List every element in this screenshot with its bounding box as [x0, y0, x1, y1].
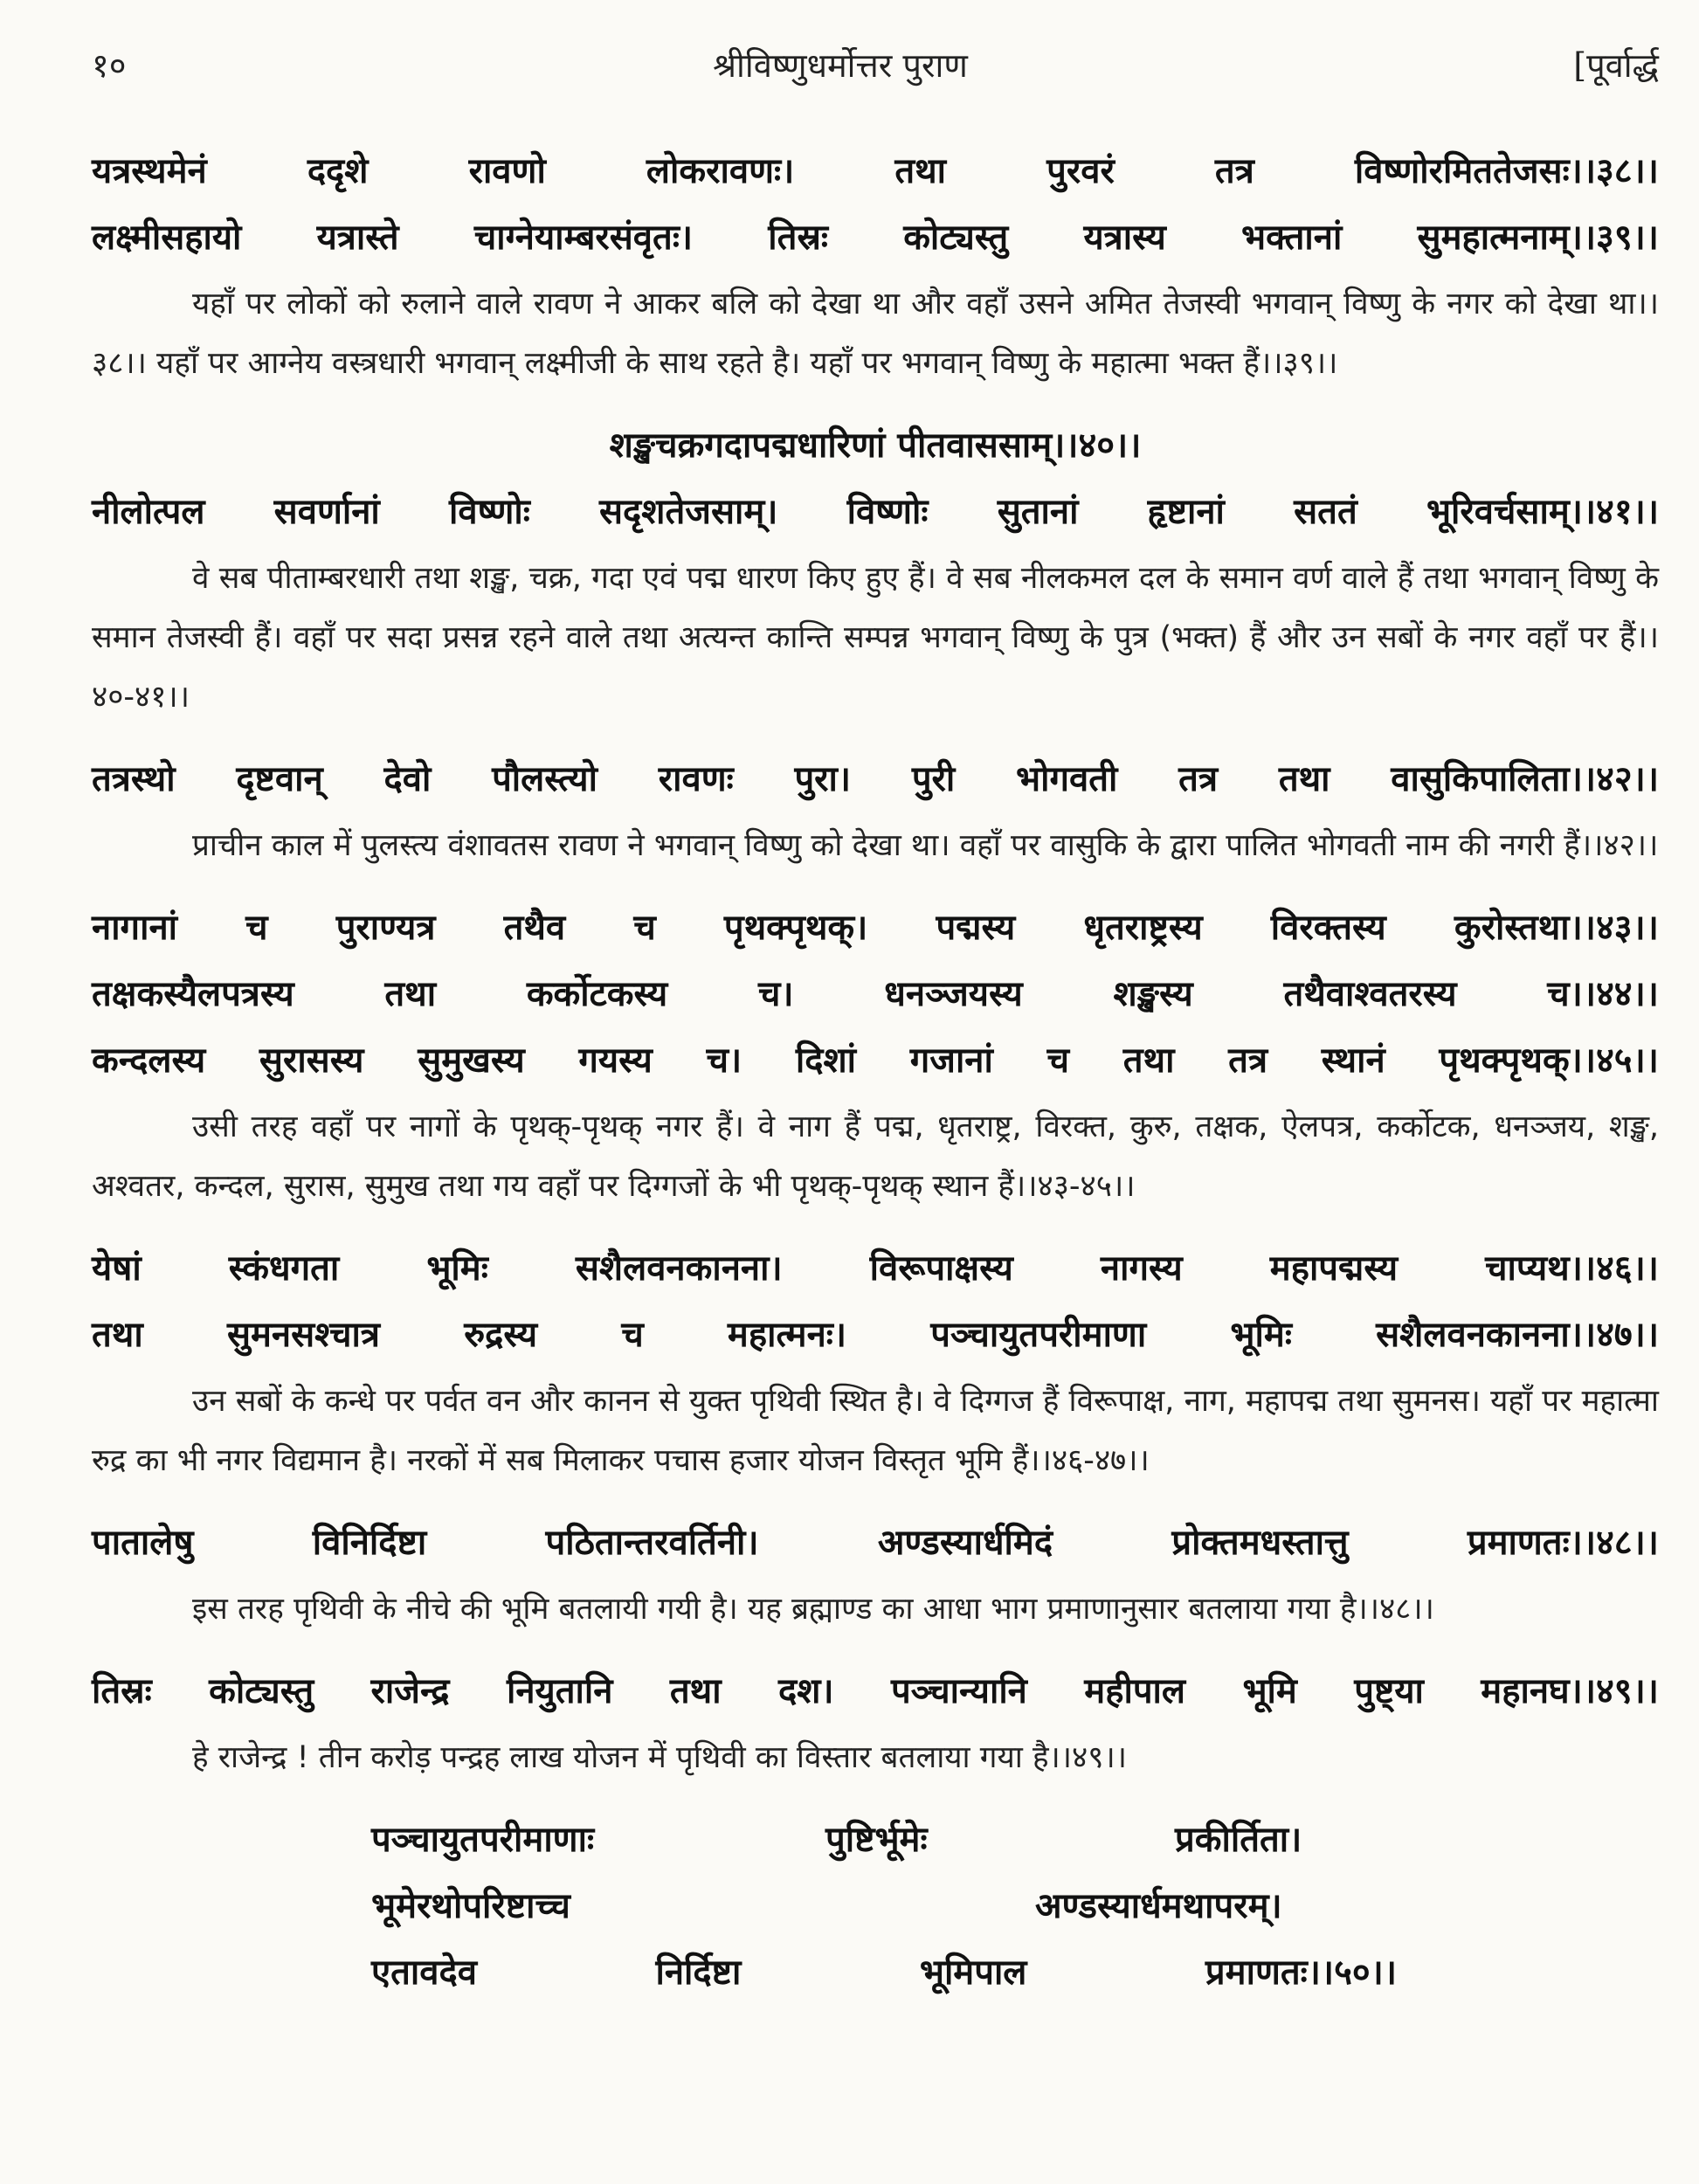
verse-line: [92, 1302, 1659, 1368]
verse-word: धृतराष्ट्रस्य: [1083, 908, 1203, 948]
running-title: श्रीविष्णुधर्मोत्तर पुराण: [713, 46, 968, 85]
verse-word: चाप्यथ।।४६।।: [1485, 1248, 1659, 1289]
verse-word: दृष्टवान्: [236, 759, 323, 799]
verse-line: [92, 479, 1659, 545]
verse-word: च: [1046, 1040, 1069, 1081]
verse-word: दश।: [777, 1671, 834, 1711]
translation-paragraph: उन सबों के कन्धे पर पर्वत वन और कानन से युक्त पृथिवी स्थित है। वे दिग्गज हैं विरूपाक्ष, नाग, महापद्म तथा सुमनस। यहाँ पर महात्मा रुद्र का भी नगर विद्यमान है। नरकों में सब मिलाकर पचास हजार योजन विस्तृत भूमि हैं।।४६-४७।।: [92, 1384, 1659, 1478]
verse-word: महापद्मस्य: [1269, 1248, 1399, 1289]
translation-paragraph: वे सब पीताम्बरधारी तथा शङ्ख, चक्र, गदा एवं पद्म धारण किए हुए हैं। वे सब नीलकमल दल के समान वर्ण वाले हैं तथा भगवान् विष्णु के समान तेजस्वी हैं। वहाँ पर सदा प्रसन्न रहने वाले तथा अत्यन्त कान्ति सम्पन्न भगवान् विष्णु के पुत्र (भक्त) हैं और उन सबों के नगर वहाँ पर हैं।।४०-४१।।: [92, 561, 1659, 715]
verse-word: पुराण्यत्र: [335, 908, 436, 948]
verse-word: स्थानं: [1321, 1040, 1385, 1081]
verse-word: रुद्रस्य: [464, 1315, 538, 1355]
verse-word: तिस्रः: [768, 218, 828, 258]
verse-word: तत्र: [1228, 1040, 1268, 1081]
verse-word: तथा: [1122, 1040, 1175, 1081]
verse-word: लोकरावणः।: [646, 151, 795, 191]
verse-word: तक्षकस्यैलपत्रस्य: [92, 974, 294, 1014]
verse-word: च: [621, 1315, 644, 1355]
verse-word: पुरा।: [794, 759, 852, 799]
verse-word: च।।४४।।: [1547, 974, 1659, 1014]
verse-word: चाग्नेयाम्बरसंवृतः।: [473, 218, 694, 258]
verse-line: [92, 1235, 1659, 1302]
verse-line: [92, 746, 1659, 812]
verse-word: पृथक्पृथक्।: [723, 908, 868, 948]
verse-word: सवर्णानां: [273, 492, 380, 532]
verse-word: प्रकीर्तिता।: [1175, 1820, 1302, 1860]
verse-word: सुमनसश्चात्र: [226, 1315, 380, 1355]
verse-word: ददृशे: [307, 151, 369, 191]
verse-word: भूमेरथोपरिष्टाच्च: [371, 1886, 570, 1926]
verse-word: सशैलवनकानना।।४७।।: [1376, 1315, 1659, 1355]
verse-word: तथैवाश्वतरस्य: [1283, 974, 1457, 1014]
verse-word: तत्र: [1214, 151, 1254, 191]
verse-word: च: [633, 908, 656, 948]
verse-word: तत्रस्थो: [92, 759, 176, 799]
verse-word: कोट्यस्तु: [209, 1671, 314, 1711]
verse-word: पुष्टिर्भूमेः: [825, 1820, 928, 1860]
verse-word: शङ्खस्य: [1113, 974, 1193, 1014]
verse-word: तथा: [894, 151, 947, 191]
verse-word: धनञ्जयस्य: [884, 974, 1023, 1014]
verse-line: [92, 1510, 1659, 1576]
verse-word: भूमि: [1242, 1671, 1297, 1711]
verse-word: भक्तानां: [1241, 218, 1343, 258]
verse-word: भूमिपाल: [919, 1952, 1027, 1993]
verse-line: [92, 204, 1659, 271]
verse-line: [92, 1027, 1659, 1094]
verse-word: कोट्यस्तु: [903, 218, 1009, 258]
verse-line: [92, 1658, 1659, 1724]
verse-word: विनिर्दिष्टा: [312, 1523, 427, 1563]
verse-word: नियुतानि: [506, 1671, 613, 1711]
verse-word: महानघ।।४९।।: [1481, 1671, 1659, 1711]
verse-line: [92, 1873, 1659, 1939]
verse-word: गयस्य: [578, 1040, 653, 1081]
verse-word: पञ्चान्यानि: [891, 1671, 1027, 1711]
verse-word: स्कंधगता: [228, 1248, 340, 1289]
verse-word: सुमहात्मनाम्।।३९।।: [1417, 218, 1659, 258]
verse-word: यत्रस्थमेनं: [92, 151, 207, 191]
translation-paragraph: इस तरह पृथिवी के नीचे की भूमि बतलायी गयी है। यह ब्रह्माण्ड का आधा भाग प्रमाणानुसार बतलाया गया है।।४८।।: [192, 1592, 1434, 1627]
verse-word: च।: [757, 974, 794, 1014]
verse-word: सततं: [1294, 492, 1357, 532]
verse-word: दिशां: [795, 1040, 857, 1081]
verse-word: तथैव: [503, 908, 566, 948]
verse-word: सदृशतेजसाम्।: [599, 492, 778, 532]
verse-word: तिस्रः: [92, 1671, 152, 1711]
translation-paragraph: उसी तरह वहाँ पर नागों के पृथक्-पृथक् नगर हैं। वे नाग हैं पद्म, धृतराष्ट्र, विरक्त, कुरु, तक्षक, ऐलपत्र, कर्कोटक, धनञ्जय, शङ्ख, अश्वतर, कन्दल, सुरास, सुमुख तथा गय वहाँ पर दिग्गजों के भी पृथक्-पृथक् स्थान हैं।।४३-४५।।: [92, 1109, 1659, 1204]
verse-word: तथा: [1278, 759, 1330, 799]
verse-word: एतावदेव: [371, 1952, 477, 1993]
verse-word: प्रमाणतः।।४८।।: [1467, 1523, 1659, 1563]
verse-word: महात्मनः।: [727, 1315, 847, 1355]
verse-word: येषां: [92, 1248, 142, 1289]
verse-word: नागानां: [92, 908, 177, 948]
section-label: [पूर्वार्द्ध: [1573, 46, 1659, 85]
verse-word: रावणो: [468, 151, 546, 191]
verse-word: भूमिः: [426, 1248, 488, 1289]
verse-word: विष्णोः: [448, 492, 530, 532]
verse-word: अण्डस्यार्धमथापरम्।: [1035, 1886, 1282, 1926]
verse-word: नीलोत्पल: [92, 492, 205, 532]
verse-word: प्रोक्तमधस्तात्तु: [1171, 1523, 1349, 1563]
verse-word: पद्मस्य: [936, 908, 1016, 948]
verse-word: सुरासस्य: [259, 1040, 364, 1081]
verse-word: सशैलवनकानना।: [575, 1248, 783, 1289]
verse-word: प्रमाणतः।।५०।।: [1205, 1952, 1397, 1993]
page-number: १०: [92, 46, 127, 85]
verse-word: पञ्चायुतपरीमाणा: [930, 1315, 1147, 1355]
verse-word: विष्णोरमिततेजसः।।३८।।: [1354, 151, 1659, 191]
verse-word: विरक्तस्य: [1270, 908, 1386, 948]
verse-word: विष्णोः: [846, 492, 929, 532]
verse-word: पुष्ट्या: [1354, 1671, 1424, 1711]
verse-word: अण्डस्यार्धमिदं: [877, 1523, 1053, 1563]
verse-line: [92, 961, 1659, 1027]
verse-line: [92, 895, 1659, 961]
verse-word: महीपाल: [1084, 1671, 1186, 1711]
verse-word: भूरिवर्चसाम्।।४१।।: [1426, 492, 1659, 532]
verse-word: रावणः: [658, 759, 734, 799]
verse-word: पञ्चायुतपरीमाणाः: [371, 1820, 595, 1860]
translation-paragraph: यहाँ पर लोकों को रुलाने वाले रावण ने आकर बलि को देखा था और वहाँ उसने अमित तेजस्वी भगवान् विष्णु के नगर को देखा था।।३८।। यहाँ पर आग्नेय वस्त्रधारी भगवान् लक्ष्मीजी के साथ रहते है। यहाँ पर भगवान् विष्णु के महात्मा भक्त हैं।।३९।।: [92, 287, 1659, 381]
verse-word: पौलस्त्यो: [492, 759, 597, 799]
verse-word: तथा: [669, 1671, 722, 1711]
verse-word: भोगवती: [1016, 759, 1118, 799]
verse-text: शङ्खचक्रगदापद्मधारिणां पीतवाससाम्।।४०।।: [609, 425, 1142, 466]
verse-word: हृष्टानां: [1147, 492, 1225, 532]
verse-word: भूमिः: [1230, 1315, 1292, 1355]
page-header: [92, 42, 1659, 103]
verse-word: तथा: [384, 974, 437, 1014]
verse-word: पुरवरं: [1046, 151, 1115, 191]
verse-word: यत्रास्ते: [316, 218, 399, 258]
verse-word: राजेन्द्र: [370, 1671, 450, 1711]
verse-word: पातालेषु: [92, 1523, 194, 1563]
verse-word: नागस्य: [1100, 1248, 1183, 1289]
verse-word: च।: [706, 1040, 742, 1081]
verse-word: पृथक्पृथक्।।४५।।: [1439, 1040, 1659, 1081]
verse-word: सुमुखस्य: [418, 1040, 525, 1081]
verse-word: वासुकिपालिता।।४२।।: [1391, 759, 1659, 799]
verse-word: कन्दलस्य: [92, 1040, 206, 1081]
verse-word: गजानां: [909, 1040, 993, 1081]
translation-paragraph: हे राजेन्द्र ! तीन करोड़ पन्द्रह लाख योजन में पृथिवी का विस्तार बतलाया गया है।।४९।।: [192, 1740, 1127, 1775]
verse-line: [92, 1939, 1659, 2006]
verse-word: पुरी: [911, 759, 956, 799]
verse-line: [92, 1807, 1659, 1873]
verse-word: देवो: [383, 759, 432, 799]
translation-paragraph: प्राचीन काल में पुलस्त्य वंशावतस रावण ने भगवान् विष्णु को देखा था। वहाँ पर वासुकि के द्वारा पालित भोगवती नाम की नगरी हैं।।४२।।: [192, 828, 1659, 863]
verse-word: विरूपाक्षस्य: [869, 1248, 1013, 1289]
verse-word: तत्र: [1178, 759, 1219, 799]
verse-line: [92, 138, 1659, 204]
page-content: [92, 138, 1659, 2006]
verse-word: कुरोस्तथा।।४३।।: [1454, 908, 1659, 948]
verse-line: [92, 412, 1659, 479]
verse-word: तथा: [92, 1315, 143, 1355]
verse-word: च: [245, 908, 268, 948]
verse-word: पठितान्तरवर्तिनी।: [545, 1523, 759, 1563]
verse-word: सुतानां: [997, 492, 1079, 532]
verse-word: लक्ष्मीसहायो: [92, 218, 242, 258]
verse-word: निर्दिष्टा: [655, 1952, 742, 1993]
verse-word: यत्रास्य: [1083, 218, 1166, 258]
verse-word: कर्कोटकस्य: [526, 974, 668, 1014]
